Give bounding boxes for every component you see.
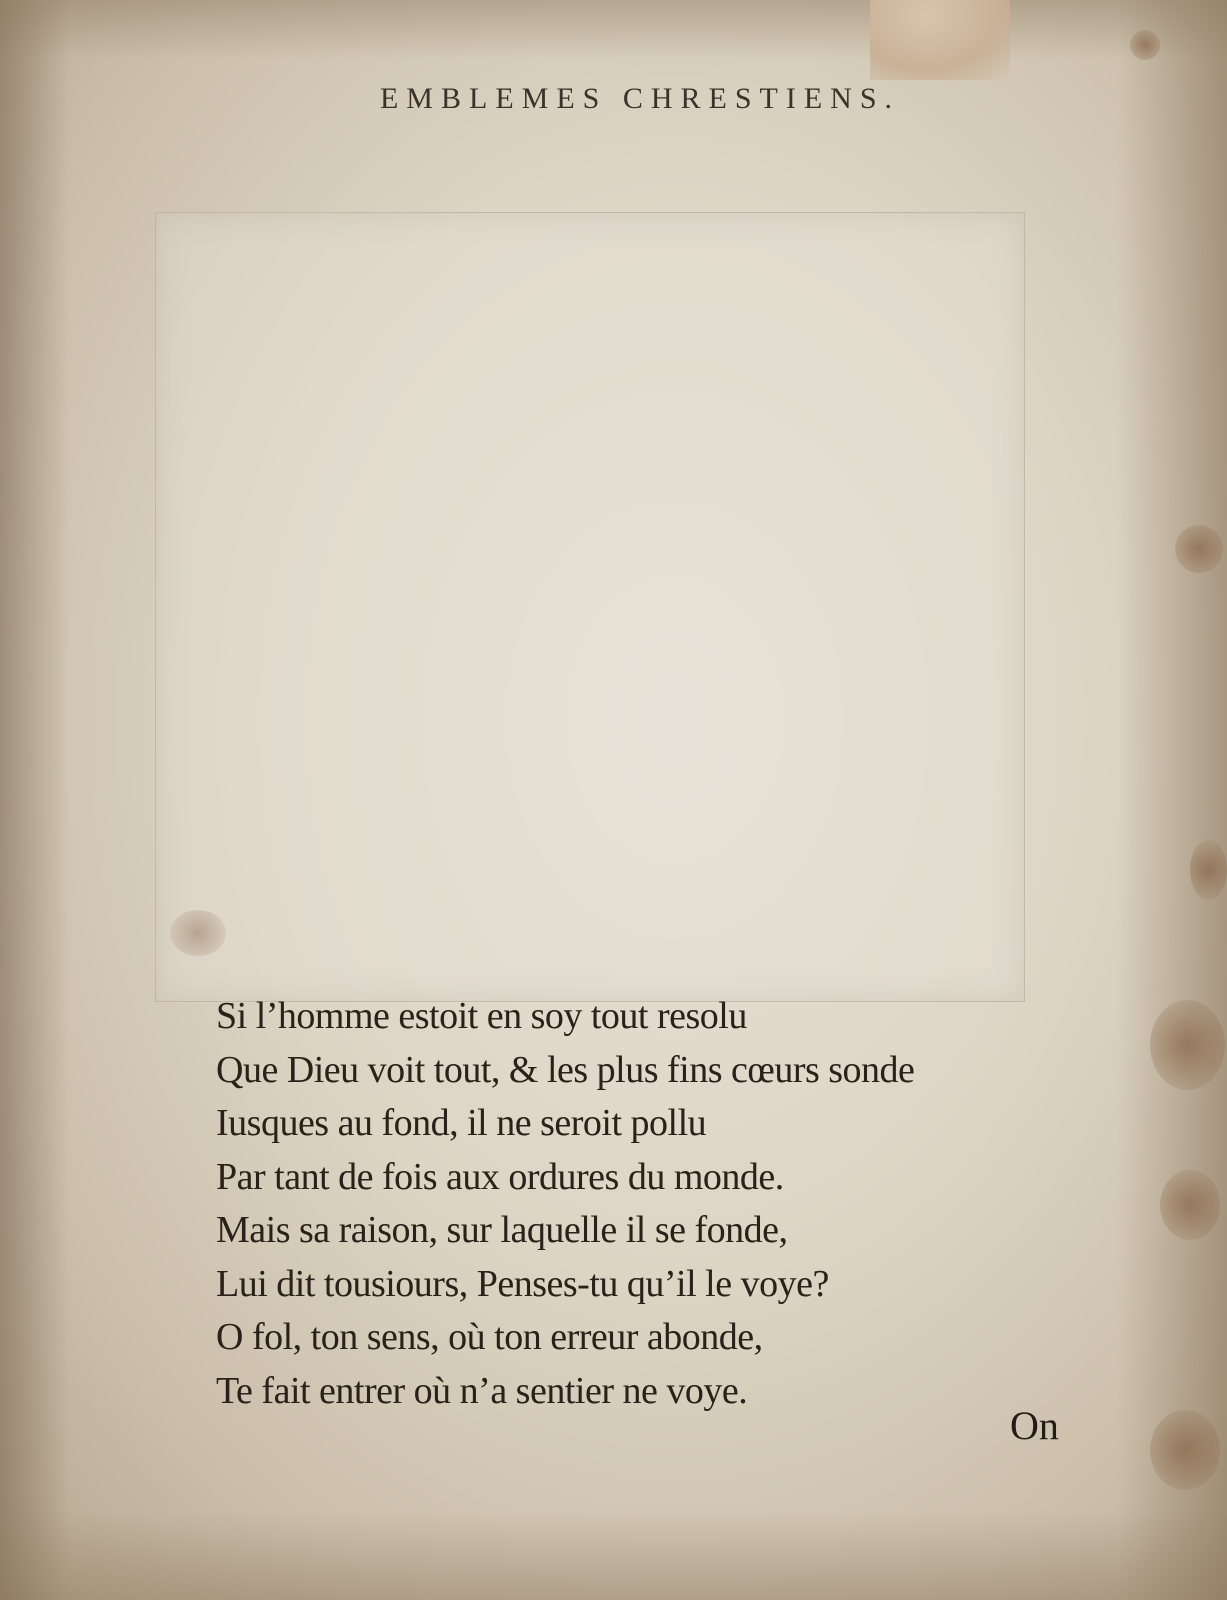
verse-line: Si l’homme estoit en soy tout resolu xyxy=(216,995,747,1037)
verse-line: Que Dieu voit tout, & les plus fins cœurs sonde xyxy=(216,1048,915,1091)
foxing-stain xyxy=(1130,30,1160,60)
torn-corner xyxy=(870,0,1010,80)
running-head: EMBLEMES CHRESTIENS. xyxy=(379,82,901,115)
catchword: On xyxy=(1010,1403,1059,1448)
page-edge-shadow-right xyxy=(1117,0,1227,1600)
foxing-stain xyxy=(1150,1000,1225,1090)
verse-line: Te fait entrer où n’a sentier ne voye. xyxy=(216,1369,748,1412)
verse-line: O fol, ton sens, où ton erreur abonde, xyxy=(216,1316,763,1358)
foxing-stain xyxy=(1150,1410,1220,1490)
verse-line: Mais sa raison, sur laquelle il se fonde, xyxy=(216,1209,788,1251)
engraving-plate-mark xyxy=(155,212,1025,1002)
foxing-stain xyxy=(1160,1170,1220,1240)
verse-line: Lui dit tousiours, Penses-tu qu’il le voye? xyxy=(216,1262,829,1305)
verse-line: Iusques au fond, il ne seroit pollu xyxy=(216,1102,707,1144)
verse-stanza xyxy=(216,990,914,1418)
page-edge-shadow-top xyxy=(0,0,1227,60)
foxing-stain xyxy=(1175,525,1223,573)
page-edge-shadow-bottom xyxy=(0,1510,1227,1600)
page-edge-shadow-left xyxy=(0,0,70,1600)
foxing-stain xyxy=(1190,840,1227,900)
verse-line: Par tant de fois aux ordures du monde. xyxy=(216,1155,784,1198)
